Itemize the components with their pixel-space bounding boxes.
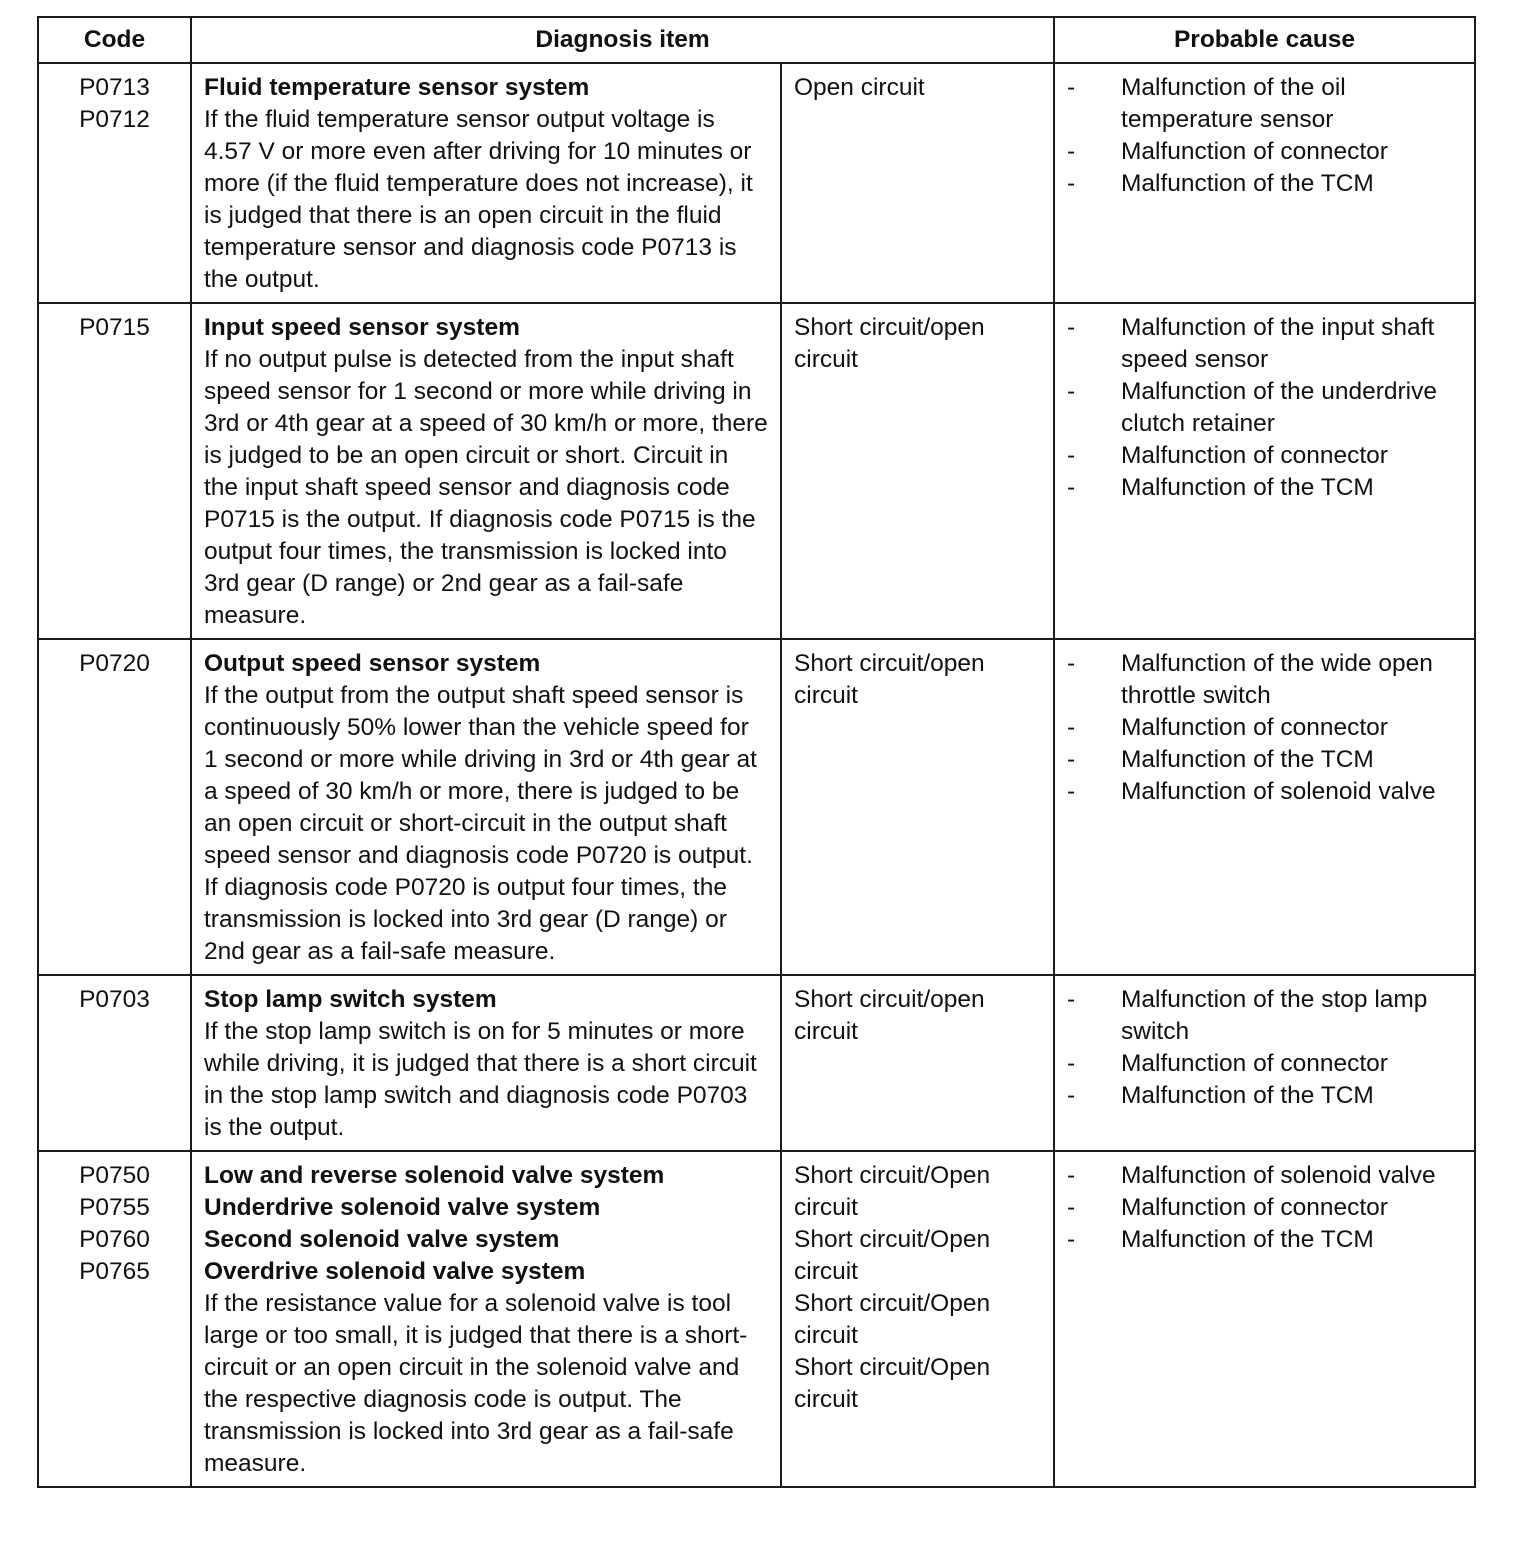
cause-list	[1067, 984, 1462, 1112]
dash-bullet: -	[1067, 746, 1076, 773]
diagnosis-system-title: Low and reverse solenoid valve system	[204, 1162, 665, 1189]
circuit-status: Short circuit/Open circuit	[794, 1226, 991, 1285]
dash-bullet: -	[1067, 650, 1076, 677]
diagnosis-item-cell	[191, 975, 781, 1151]
diagnosis-system-title: Second solenoid valve system	[204, 1226, 560, 1253]
diagnosis-item-cell	[191, 303, 781, 639]
diagnosis-code: P0715	[79, 314, 150, 341]
dash-bullet: -	[1067, 378, 1076, 405]
cause-text: Malfunction of connector	[1121, 1194, 1388, 1221]
code-cell	[38, 975, 191, 1151]
dash-bullet: -	[1067, 986, 1076, 1013]
cause-list	[1067, 312, 1462, 504]
table-row	[38, 303, 1475, 639]
table-row	[38, 639, 1475, 975]
diagnosis-system-title: Stop lamp switch system	[204, 986, 497, 1013]
cause-item	[1067, 1160, 1462, 1192]
diagnosis-code: P0713	[79, 74, 150, 101]
dash-bullet: -	[1067, 778, 1076, 805]
probable-cause-cell	[1054, 639, 1475, 975]
cause-list	[1067, 1160, 1462, 1256]
cause-item	[1067, 312, 1462, 376]
diagnosis-system-title: Input speed sensor system	[204, 314, 520, 341]
diagnosis-table	[37, 16, 1476, 1488]
cause-text: Malfunction of solenoid valve	[1121, 778, 1436, 805]
cause-text: Malfunction of connector	[1121, 138, 1388, 165]
diagnosis-code: P0750	[79, 1162, 150, 1189]
diagnosis-system-title: Fluid temperature sensor system	[204, 74, 590, 101]
cause-text: Malfunction of the TCM	[1121, 474, 1374, 501]
diagnosis-code: P0765	[79, 1258, 150, 1285]
cause-item	[1067, 1224, 1462, 1256]
diagnosis-item-cell	[191, 1151, 781, 1487]
circuit-status: Short circuit/Open circuit	[794, 1290, 991, 1349]
diagnosis-code: P0720	[79, 650, 150, 677]
circuit-status-cell	[781, 1151, 1054, 1487]
cause-text: Malfunction of the TCM	[1121, 1226, 1374, 1253]
cause-text: Malfunction of connector	[1121, 1050, 1388, 1077]
diagnosis-description: If the fluid temperature sensor output voltage is 4.57 V or more even after driving for 10 minutes or more (if the fluid temperature does not increase), it is judged that there is an open circuit in the fluid temperature sensor and diagnosis code P0713 is the output.	[204, 106, 753, 293]
circuit-status-cell	[781, 975, 1054, 1151]
table-row	[38, 63, 1475, 303]
cause-text: Malfunction of the input shaft speed sensor	[1121, 314, 1435, 373]
cause-text: Malfunction of connector	[1121, 714, 1388, 741]
dash-bullet: -	[1067, 1194, 1076, 1221]
cause-item	[1067, 776, 1462, 808]
dash-bullet: -	[1067, 1082, 1076, 1109]
circuit-status: Open circuit	[794, 74, 925, 101]
diagnosis-description: If no output pulse is detected from the input shaft speed sensor for 1 second or more while driving in 3rd or 4th gear at a speed of 30 km/h or more, there is judged to be an open circuit or short. Circuit in the input shaft speed sensor and diagnosis code P0715 is the output. If diagnosis code P0715 is the output four times, the transmission is locked into 3rd gear (D range) or 2nd gear as a fail-safe measure.	[204, 346, 768, 629]
header-diagnosis-item: Diagnosis item	[191, 17, 1054, 63]
cause-item	[1067, 136, 1462, 168]
diagnosis-system-title: Output speed sensor system	[204, 650, 541, 677]
cause-item	[1067, 1192, 1462, 1224]
circuit-status: Short circuit/open circuit	[794, 650, 985, 709]
dash-bullet: -	[1067, 74, 1076, 101]
cause-item	[1067, 744, 1462, 776]
cause-text: Malfunction of the TCM	[1121, 170, 1374, 197]
cause-item	[1067, 376, 1462, 440]
cause-item	[1067, 168, 1462, 200]
dash-bullet: -	[1067, 170, 1076, 197]
probable-cause-cell	[1054, 63, 1475, 303]
dash-bullet: -	[1067, 714, 1076, 741]
code-cell	[38, 1151, 191, 1487]
circuit-status: Short circuit/Open circuit	[794, 1354, 991, 1413]
code-cell	[38, 639, 191, 975]
diagnosis-description: If the stop lamp switch is on for 5 minutes or more while driving, it is judged that there is a short circuit in the stop lamp switch and diagnosis code P0703 is the output.	[204, 1018, 757, 1141]
cause-text: Malfunction of the underdrive clutch retainer	[1121, 378, 1437, 437]
cause-item	[1067, 984, 1462, 1048]
diagnosis-system-title: Underdrive solenoid valve system	[204, 1194, 601, 1221]
probable-cause-cell	[1054, 1151, 1475, 1487]
circuit-status: Short circuit/open circuit	[794, 986, 985, 1045]
diagnosis-item-cell	[191, 63, 781, 303]
diagnosis-code: P0703	[79, 986, 150, 1013]
header-code: Code	[38, 17, 191, 63]
dash-bullet: -	[1067, 1162, 1076, 1189]
cause-item	[1067, 712, 1462, 744]
cause-text: Malfunction of connector	[1121, 442, 1388, 469]
cause-text: Malfunction of the TCM	[1121, 1082, 1374, 1109]
cause-item	[1067, 648, 1462, 712]
cause-list	[1067, 648, 1462, 808]
circuit-status-cell	[781, 639, 1054, 975]
cause-text: Malfunction of the TCM	[1121, 746, 1374, 773]
cause-text: Malfunction of the oil temperature sensor	[1121, 74, 1346, 133]
cause-text: Malfunction of solenoid valve	[1121, 1162, 1436, 1189]
cause-item	[1067, 1080, 1462, 1112]
dash-bullet: -	[1067, 1226, 1076, 1253]
cause-item	[1067, 1048, 1462, 1080]
dash-bullet: -	[1067, 314, 1076, 341]
cause-item	[1067, 472, 1462, 504]
dash-bullet: -	[1067, 474, 1076, 501]
cause-text: Malfunction of the wide open throttle switch	[1121, 650, 1433, 709]
cause-text: Malfunction of the stop lamp switch	[1121, 986, 1428, 1045]
diagnosis-code: P0712	[79, 106, 150, 133]
cause-item	[1067, 440, 1462, 472]
dash-bullet: -	[1067, 442, 1076, 469]
diagnosis-item-cell	[191, 639, 781, 975]
cause-list	[1067, 72, 1462, 200]
probable-cause-cell	[1054, 975, 1475, 1151]
circuit-status: Short circuit/open circuit	[794, 314, 985, 373]
circuit-status-cell	[781, 63, 1054, 303]
table-row	[38, 1151, 1475, 1487]
diagnosis-code: P0760	[79, 1226, 150, 1253]
diagnosis-system-title: Overdrive solenoid valve system	[204, 1258, 586, 1285]
circuit-status: Short circuit/Open circuit	[794, 1162, 991, 1221]
code-cell	[38, 303, 191, 639]
table-row	[38, 975, 1475, 1151]
header-probable-cause: Probable cause	[1054, 17, 1475, 63]
diagnosis-description: If the output from the output shaft speed sensor is continuously 50% lower than the vehicle speed for 1 second or more while driving in 3rd or 4th gear at a speed of 30 km/h or more, there is judged to be an open circuit or short-circuit in the output shaft speed sensor and diagnosis code P0720 is output. If diagnosis code P0720 is output four times, the transmission is locked into 3rd gear (D range) or 2nd gear as a fail-safe measure.	[204, 682, 757, 965]
header-row	[38, 17, 1475, 63]
diagnosis-description: If the resistance value for a solenoid valve is tool large or too small, it is judged that there is a short-circuit or an open circuit in the solenoid valve and the respective diagnosis code is output. The transmission is locked into 3rd gear as a fail-safe measure.	[204, 1290, 748, 1477]
probable-cause-cell	[1054, 303, 1475, 639]
code-cell	[38, 63, 191, 303]
dash-bullet: -	[1067, 138, 1076, 165]
cause-item	[1067, 72, 1462, 136]
dash-bullet: -	[1067, 1050, 1076, 1077]
circuit-status-cell	[781, 303, 1054, 639]
diagnosis-code: P0755	[79, 1194, 150, 1221]
